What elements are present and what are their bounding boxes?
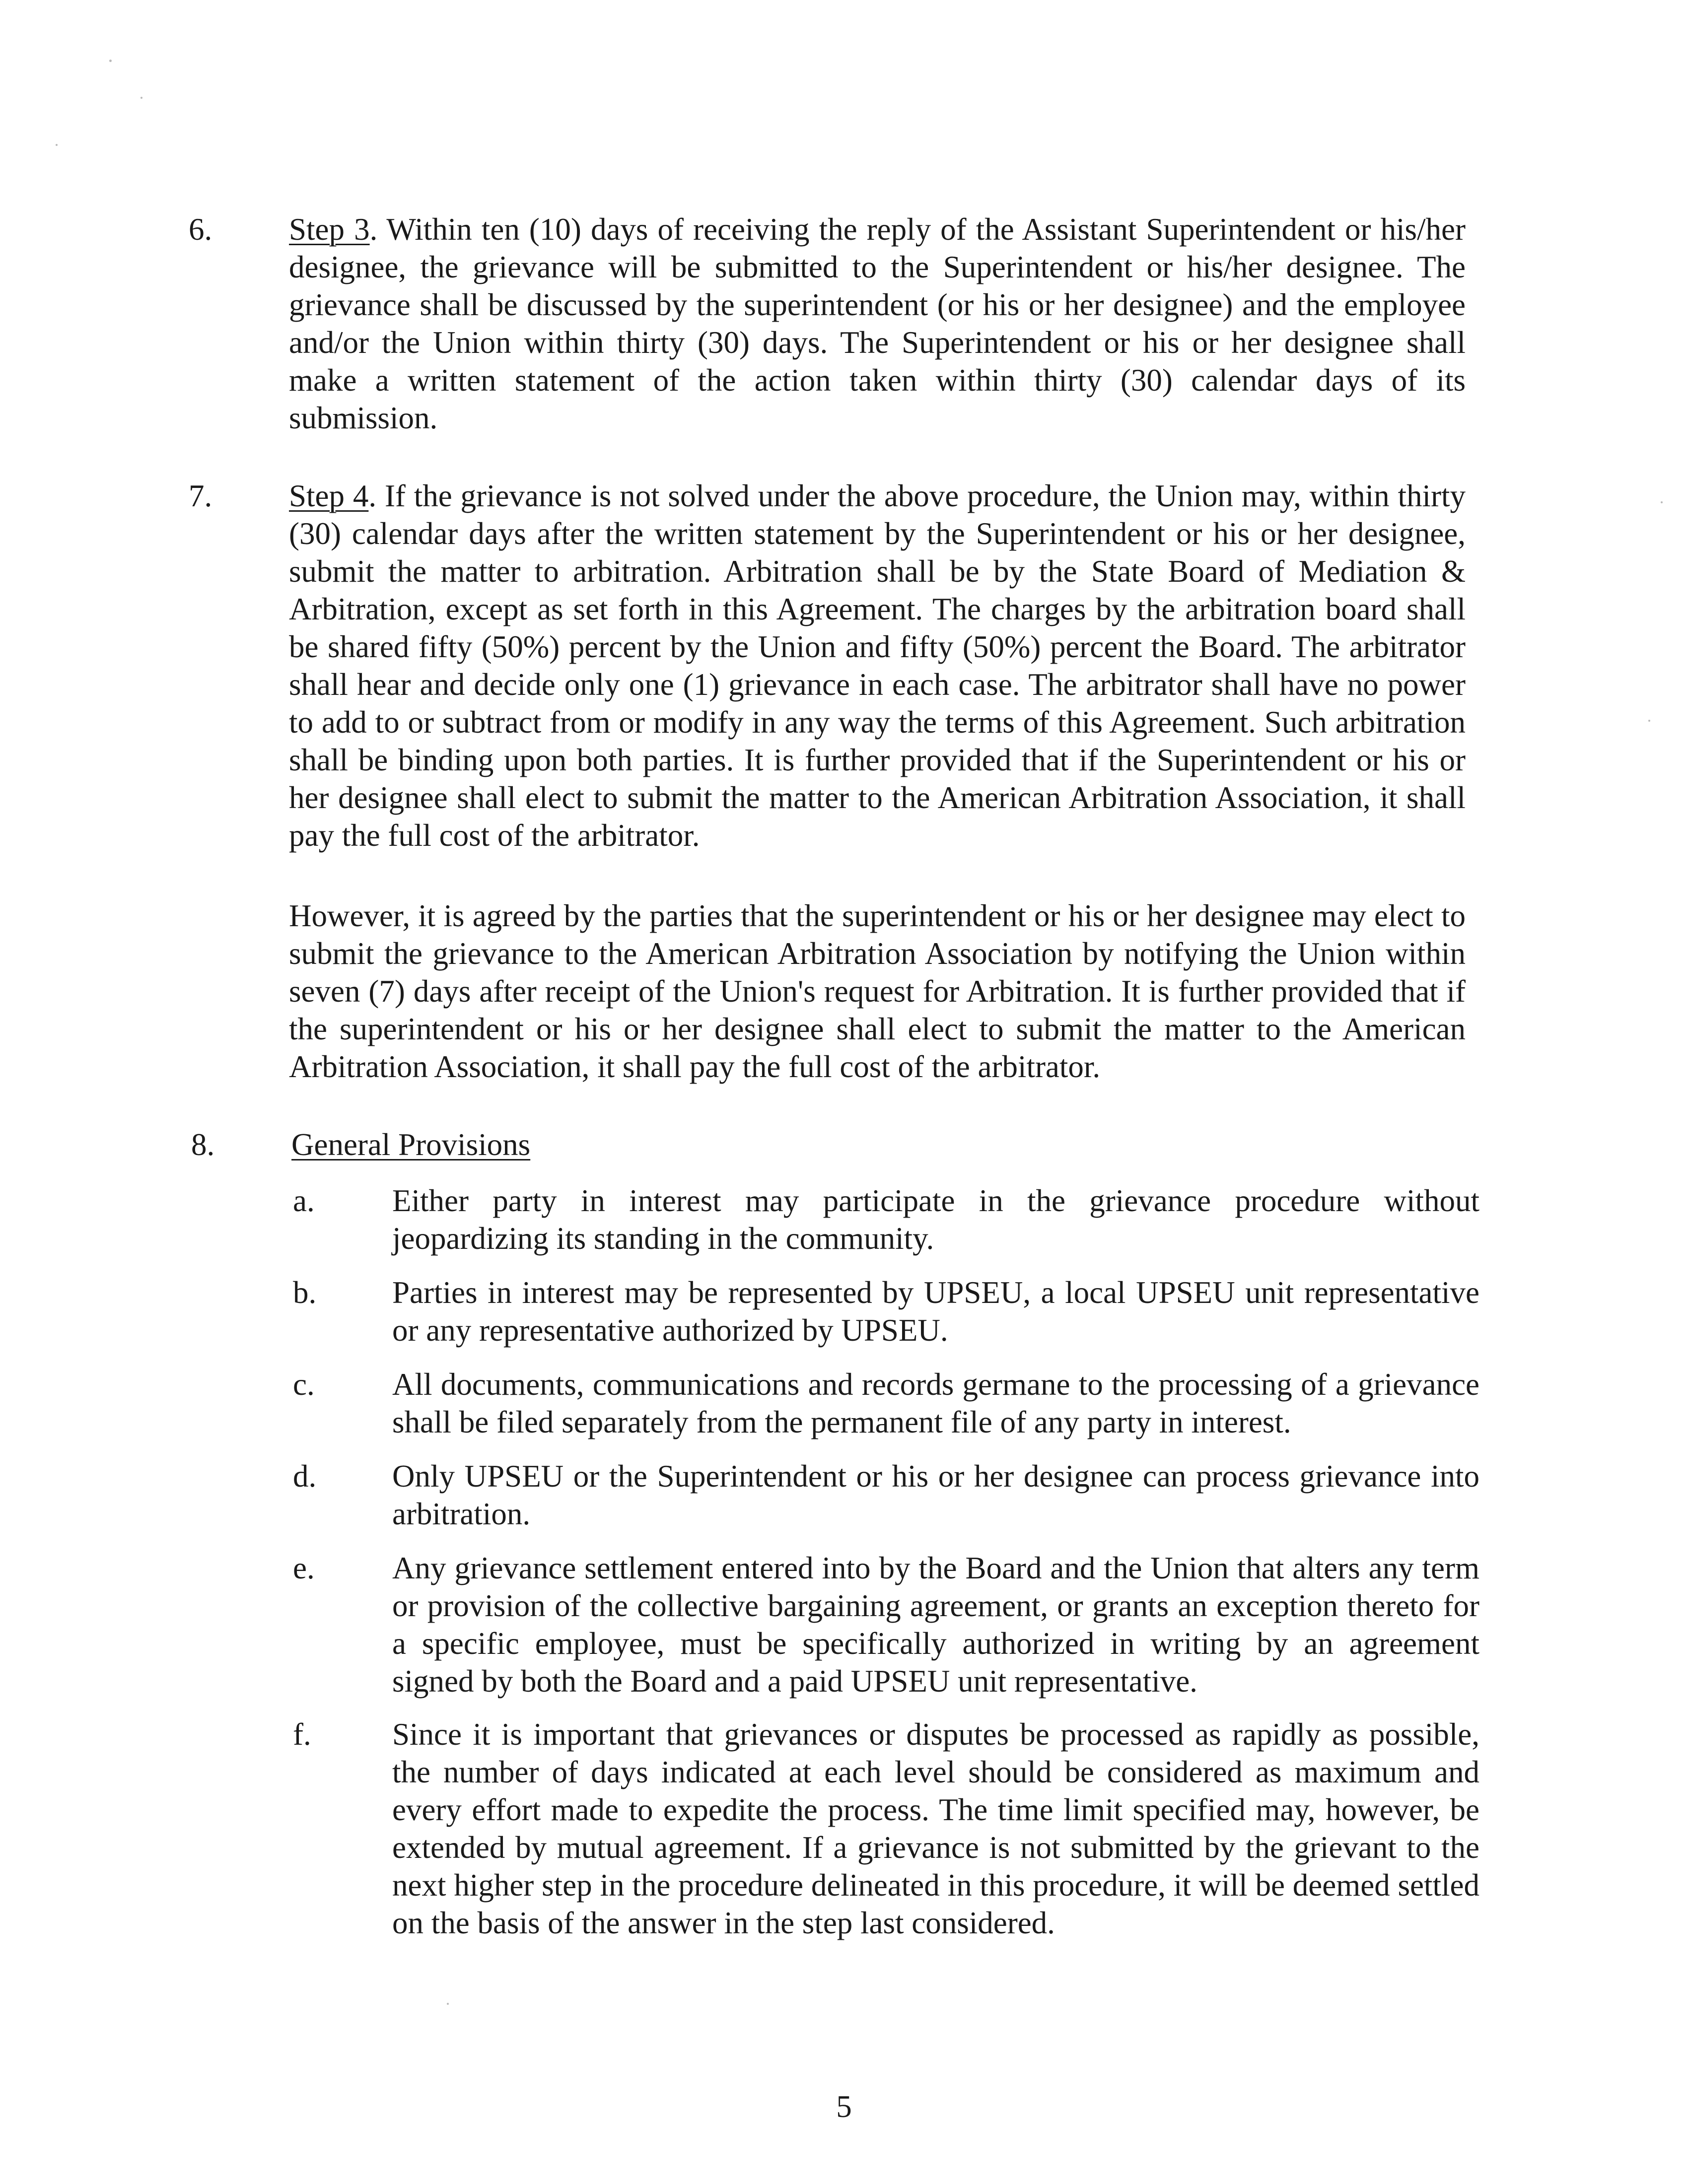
provision-letter: d. <box>293 1459 317 1494</box>
scan-speck <box>141 97 142 99</box>
general-provisions-heading <box>291 1126 530 1163</box>
scan-speck <box>109 60 112 62</box>
item-heading: General Provisions <box>291 1127 531 1162</box>
item-step-4-continuation: However, it is agreed by the parties that the superintendent or his or her designee may elect to submit the grievance to the American Arbitration Association by notifying the Union within seven (7) days after receipt of the Union's request for Arbitration. It is further provided that if the superintendent or his or her designee shall elect to submit the matter to the American Arbitration Association, it shall pay the full cost of the arbitrator. <box>289 898 1466 1084</box>
page-number: 5 <box>836 2089 852 2124</box>
item-body: . If the grievance is not solved under the above procedure, the Union may, within thirty (30) calendar days after the written statement by the Superintendent or his or her designee, submit the matter to arbitration. Arbitration shall be by the State Board of Mediation & Arbitration, except as set forth in this Agreement. The charges by the arbitration board shall be shared fifty (50%) percent by the Union and fifty (50%) percent the Board. The arbitrator shall hear and decide only one (1) grievance in each case. The arbitrator shall have no power to add to or subtract from or modify in any way the terms of this Agreement. Such arbitration shall be binding upon both parties. It is further provided that if the Superintendent or his or her designee shall elect to submit the matter to the American Arbitration Association, it shall pay the full cost of the arbitrator. <box>289 478 1466 853</box>
item-body: . Within ten (10) days of receiving the reply of the Assistant Superintendent or his/her designee, the grievance will be submitted to the Superintendent or his/her designee. The grievance shall be discussed by the superintendent (or his or her designee) and the employee and/or the Union within thirty (30) days. The Superintendent or his or her designee shall make a written statement of the action taken within thirty (30) calendar days of its submission. <box>289 212 1466 435</box>
provision-text: Any grievance settlement entered into by the Board and the Union that alters any term or provision of the collective bargaining agreement, or grants an exception thereto for a specific employee, must be specifically authorized in writing by an agreement signed by both the Board and a paid UPSEU unit representative. <box>392 1551 1479 1699</box>
provision-text: Parties in interest may be represented by UPSEU, a local UPSEU unit representative or any representative authorized by UPSEU. <box>392 1275 1479 1348</box>
provision-letter: e. <box>293 1551 315 1585</box>
provision-text: Either party in interest may participate in the grievance procedure without jeopardizing its standing in the community. <box>392 1183 1479 1256</box>
scan-speck <box>56 144 58 146</box>
item-number: 8. <box>191 1127 215 1162</box>
item-number: 7. <box>189 478 212 513</box>
item-number: 6. <box>189 212 212 247</box>
scan-speck <box>447 2003 449 2005</box>
provision-text: All documents, communications and records germane to the processing of a grievance shall be filed separately from the permanent file of any party in interest. <box>392 1367 1479 1439</box>
item-heading: Step 3 <box>289 212 370 247</box>
provision-letter: b. <box>293 1275 317 1310</box>
item-step-3-paragraph <box>289 210 1466 437</box>
provision-text: Only UPSEU or the Superintendent or his or her designee can process grievance into arbitration. <box>392 1459 1479 1531</box>
item-heading: Step 4 <box>289 478 369 513</box>
scan-speck <box>1661 501 1663 503</box>
provision-text: Since it is important that grievances or disputes be processed as rapidly as possible, the number of days indicated at each level should be considered as maximum and every effort made to expedite the process. The time limit specified may, however, be extended by mutual agreement. If a grievance is not submitted by the grievant to the next higher step in the procedure delineated in this procedure, it will be deemed settled on the basis of the answer in the step last considered. <box>392 1717 1479 1940</box>
provision-letter: f. <box>293 1717 311 1752</box>
item-step-4-paragraph <box>289 477 1466 854</box>
scan-speck <box>1648 720 1650 722</box>
provision-letter: a. <box>293 1183 315 1218</box>
provision-letter: c. <box>293 1367 315 1402</box>
